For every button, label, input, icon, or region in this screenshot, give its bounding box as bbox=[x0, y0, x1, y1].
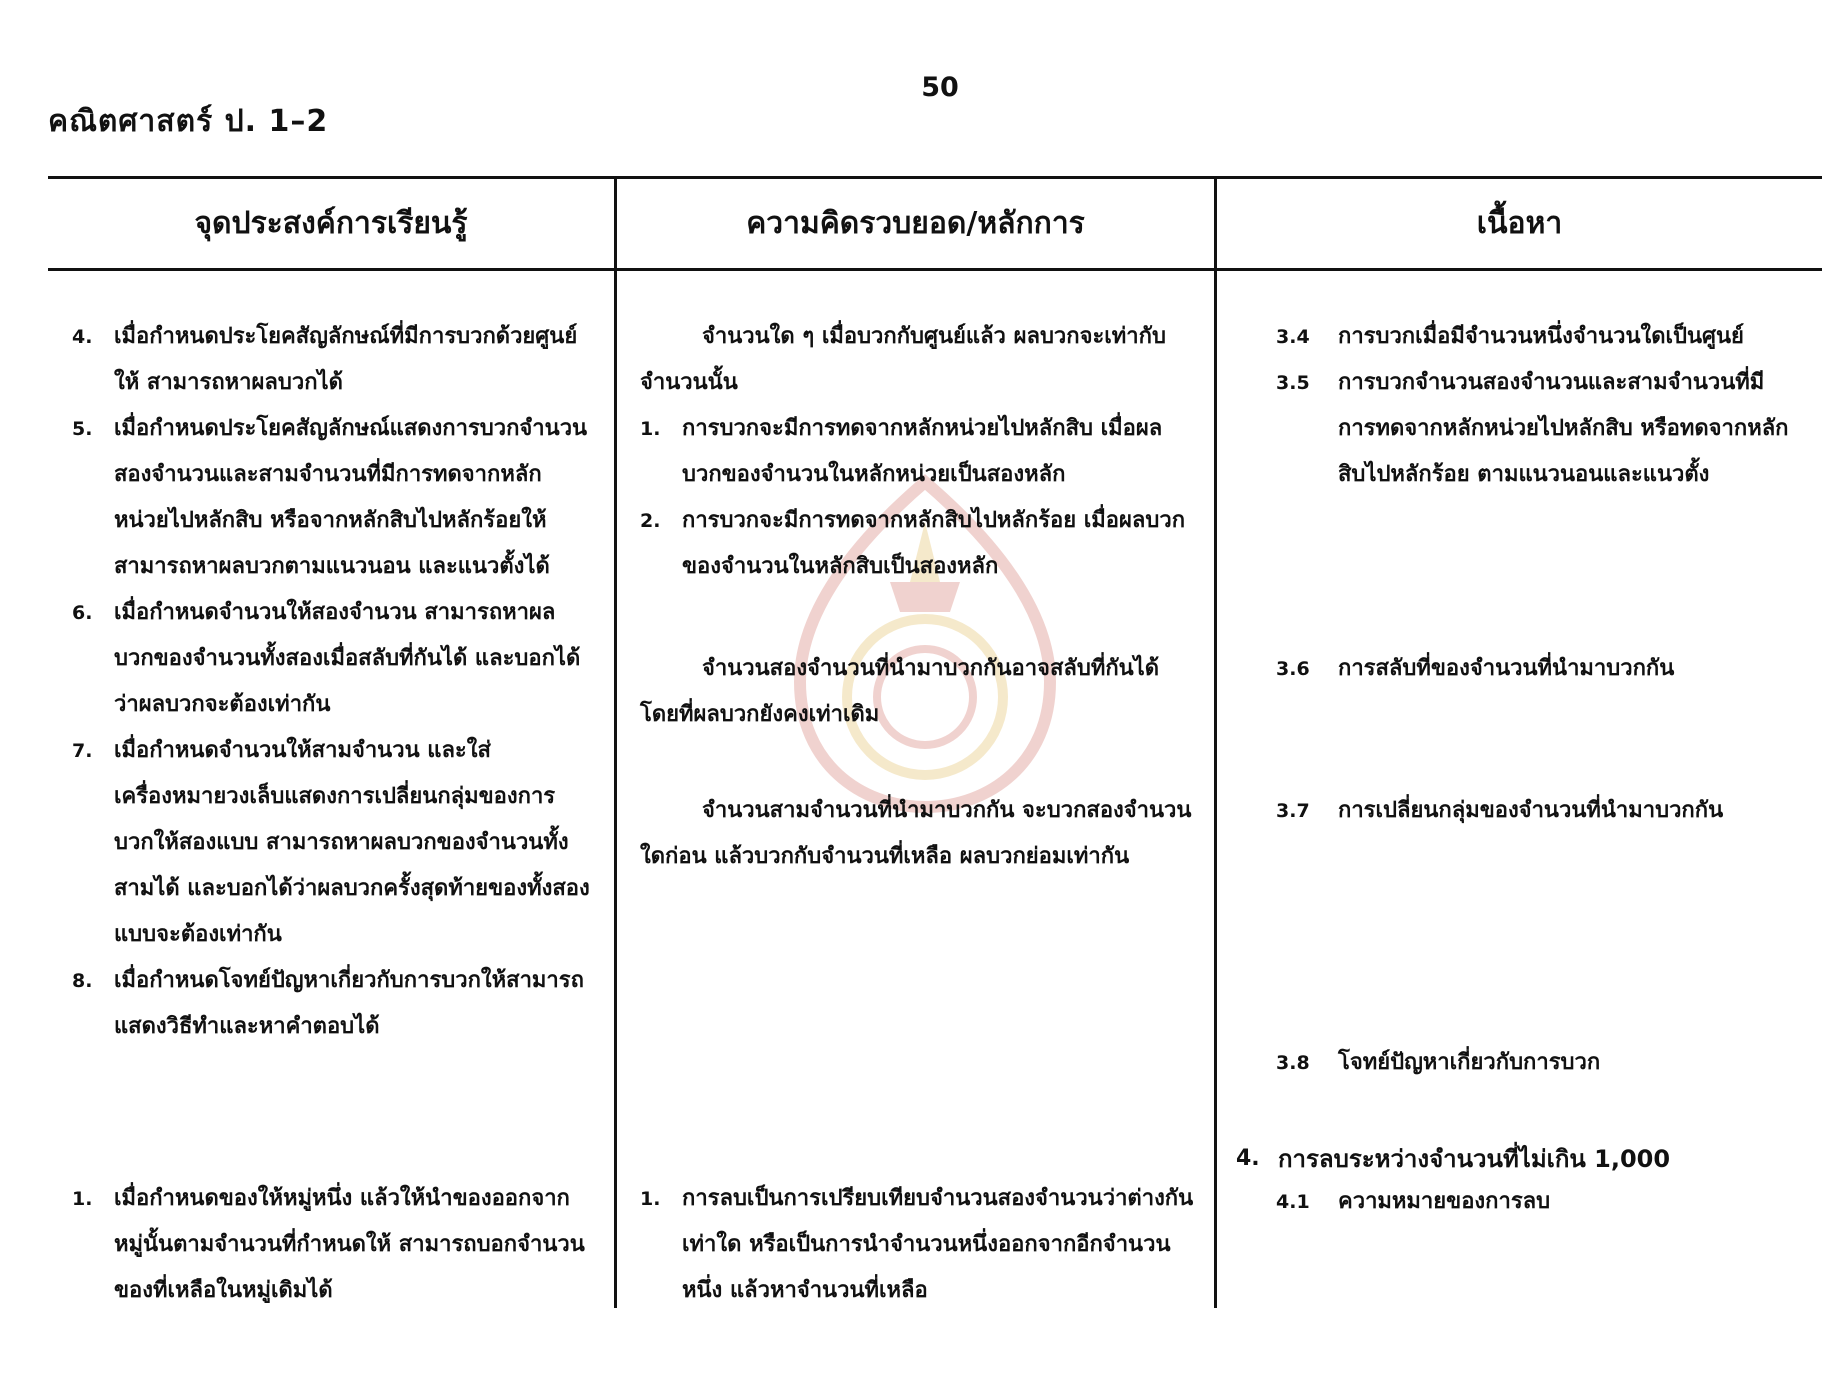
concept-text: การบวกจะมีการทดจากหลักสิบไปหลักร้อย เมื่อผลบวกของจำนวนในหลักสิบเป็นสองหลัก bbox=[682, 508, 1186, 579]
content-number: 3.8 bbox=[1276, 1052, 1310, 1074]
top-rule bbox=[48, 176, 1822, 179]
content-text: การเปลี่ยนกลุ่มของจำนวนที่นำมาบวกกัน bbox=[1338, 798, 1724, 823]
content-number: 3.7 bbox=[1276, 800, 1310, 822]
content-text: การบวกจำนวนสองจำนวนและสามจำนวนที่มีการทดจากหลักหน่วยไปหลักสิบ หรือทดจากหลักสิบไปหลักร้อย ตามแนวนอนและแนวตั้ง bbox=[1338, 370, 1789, 487]
objective-text: เมื่อกำหนดจำนวนให้สองจำนวน สามารถหาผลบวกของจำนวนทั้งสองเมื่อสลับที่กันได้ และบอกได้ว่าผลบวกจะต้องเท่ากัน bbox=[114, 600, 581, 717]
column-header-concepts: ความคิดรวบยอด/หลักการ bbox=[746, 206, 1085, 241]
column-divider-1 bbox=[614, 176, 617, 1308]
content-column-e bbox=[1236, 1136, 1796, 1222]
concept-text: การลบเป็นการเปรียบเทียบจำนวนสองจำนวนว่าต่างกันเท่าใด หรือเป็นการนำจำนวนหนึ่งออกจากอีกจำนวนหนึ่ง แล้วหาจำนวนที่เหลือ bbox=[682, 1186, 1194, 1303]
column-header-content: เนื้อหา bbox=[1476, 206, 1563, 241]
header-rule bbox=[48, 268, 1822, 271]
concept-subtraction-1 bbox=[640, 1176, 1195, 1314]
objective-text: เมื่อกำหนดของให้หมู่หนึ่ง แล้วให้นำของออกจากหมู่นั้นตามจำนวนที่กำหนดให้ สามารถบอกจำนวนของที่เหลือในหมู่เดิมได้ bbox=[114, 1186, 585, 1303]
column-divider-2 bbox=[1214, 176, 1217, 1308]
objectives-column-subtraction bbox=[72, 1176, 590, 1314]
concept-number: 2. bbox=[640, 510, 661, 532]
content-text: การบวกเมื่อมีจำนวนหนึ่งจำนวนใดเป็นศูนย์ bbox=[1338, 324, 1744, 349]
concept-zero-rule: จำนวนใด ๆ เมื่อบวกกับศูนย์แล้ว ผลบวกจะเท่ากับจำนวนนั้น bbox=[640, 324, 1166, 395]
concept-associative: จำนวนสามจำนวนที่นำมาบวกกัน จะบวกสองจำนวนใดก่อน แล้วบวกกับจำนวนที่เหลือ ผลบวกย่อมเท่ากัน bbox=[640, 798, 1192, 869]
page-number: 50 bbox=[921, 72, 959, 103]
content-number: 3.6 bbox=[1276, 658, 1310, 680]
content-column-c bbox=[1276, 788, 1796, 834]
content-3-5 bbox=[1276, 360, 1796, 498]
content-number: 3.4 bbox=[1276, 326, 1310, 348]
objective-subtraction-1 bbox=[72, 1176, 590, 1314]
concept-number: 1. bbox=[640, 418, 661, 440]
concepts-column-a bbox=[640, 314, 1195, 590]
running-head: คณิตศาสตร์ ป. 1–2 bbox=[48, 104, 329, 139]
concept-carry-2 bbox=[640, 498, 1195, 590]
content-column-d bbox=[1276, 1040, 1796, 1086]
content-3-4 bbox=[1276, 314, 1796, 360]
objective-text: เมื่อกำหนดประโยคสัญลักษณ์ที่มีการบวกด้วยศูนย์ให้ สามารถหาผลบวกได้ bbox=[114, 324, 578, 395]
content-number: 4. bbox=[1236, 1146, 1260, 1171]
objective-8 bbox=[72, 958, 590, 1050]
content-4-1 bbox=[1276, 1182, 1796, 1222]
content-number: 4.1 bbox=[1276, 1191, 1310, 1213]
objective-number: 5. bbox=[72, 418, 93, 440]
concepts-column-c bbox=[640, 788, 1195, 880]
objective-number: 8. bbox=[72, 970, 93, 992]
objective-text: เมื่อกำหนดโจทย์ปัญหาเกี่ยวกับการบวกให้สามารถแสดงวิธีทำและหาคำตอบได้ bbox=[114, 968, 584, 1039]
objective-number: 6. bbox=[72, 602, 93, 624]
content-4 bbox=[1236, 1136, 1796, 1182]
concept-commutative: จำนวนสองจำนวนที่นำมาบวกกันอาจสลับที่กันได้ โดยที่ผลบวกยังคงเท่าเดิม bbox=[640, 656, 1160, 727]
objective-6 bbox=[72, 590, 590, 728]
objective-number: 1. bbox=[72, 1188, 93, 1210]
column-header-objectives: จุดประสงค์การเรียนรู้ bbox=[194, 206, 468, 241]
concept-carry-1 bbox=[640, 406, 1195, 498]
concepts-column-d bbox=[640, 1176, 1195, 1314]
content-column-a bbox=[1276, 314, 1796, 498]
content-3-6 bbox=[1276, 646, 1796, 692]
content-3-8 bbox=[1276, 1040, 1796, 1086]
objectives-column bbox=[72, 314, 590, 1050]
content-number: 3.5 bbox=[1276, 372, 1310, 394]
objective-text: เมื่อกำหนดประโยคสัญลักษณ์แสดงการบวกจำนวนสองจำนวนและสามจำนวนที่มีการทดจากหลักหน่วยไปหลักสิบ หรือจากหลักสิบไปหลักร้อยให้ สามารถหาผลบวกตามแนวนอน และแนวตั้งได้ bbox=[114, 416, 588, 579]
content-column-b bbox=[1276, 646, 1796, 692]
objective-5 bbox=[72, 406, 590, 590]
concept-text: การบวกจะมีการทดจากหลักหน่วยไปหลักสิบ เมื่อผลบวกของจำนวนในหลักหน่วยเป็นสองหลัก bbox=[682, 416, 1163, 487]
content-text: การลบระหว่างจำนวนที่ไม่เกิน 1,000 bbox=[1278, 1145, 1671, 1173]
content-text: การสลับที่ของจำนวนที่นำมาบวกกัน bbox=[1338, 656, 1675, 681]
objective-number: 4. bbox=[72, 326, 93, 348]
concept-number: 1. bbox=[640, 1188, 661, 1210]
concepts-column-b bbox=[640, 646, 1195, 738]
objective-4 bbox=[72, 314, 590, 406]
content-3-7 bbox=[1276, 788, 1796, 834]
content-text: ความหมายของการลบ bbox=[1338, 1189, 1551, 1214]
content-text: โจทย์ปัญหาเกี่ยวกับการบวก bbox=[1338, 1050, 1601, 1075]
objective-7 bbox=[72, 728, 590, 958]
objective-number: 7. bbox=[72, 740, 93, 762]
objective-text: เมื่อกำหนดจำนวนให้สามจำนวน และใส่เครื่องหมายวงเล็บแสดงการเปลี่ยนกลุ่มของการบวกให้สองแบบ สามารถหาผลบวกของจำนวนทั้งสามได้ และบอกได้ว่าผลบวกครั้งสุดท้ายของทั้งสองแบบจะต้องเท่ากัน bbox=[114, 738, 590, 947]
